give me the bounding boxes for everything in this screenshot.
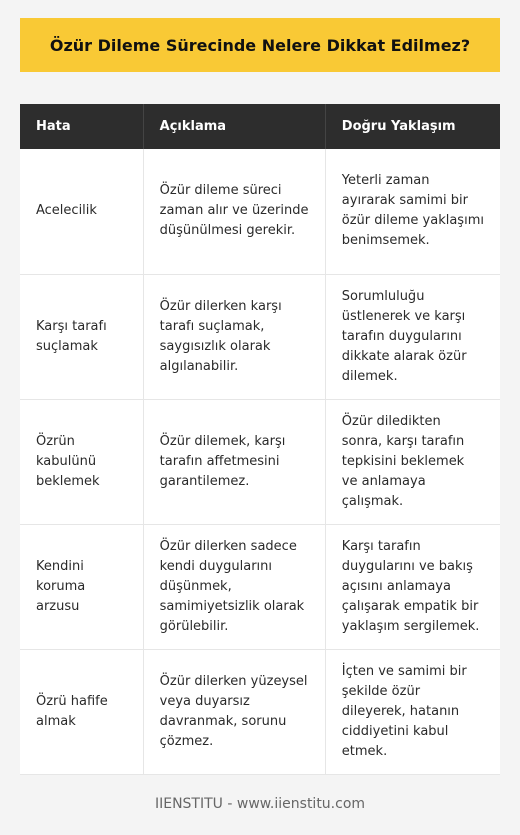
title-banner bbox=[20, 18, 500, 72]
header-hata: Hata bbox=[20, 104, 143, 149]
header-dogru-yaklasim: Doğru Yaklaşım bbox=[325, 104, 500, 149]
cell-dogru-yaklasim: Yeterli zaman ayırarak samimi bir özür dileme yaklaşımı benimsemek. bbox=[325, 149, 500, 274]
table-row bbox=[20, 274, 500, 399]
cell-aciklama: Özür dileme süreci zaman alır ve üzerinde düşünülmesi gerekir. bbox=[143, 149, 325, 274]
cell-dogru-yaklasim: Sorumluluğu üstlenerek ve karşı tarafın duygularını dikkate alarak özür dilemek. bbox=[325, 274, 500, 399]
mistakes-table bbox=[20, 104, 500, 775]
table-row bbox=[20, 524, 500, 649]
table-row bbox=[20, 149, 500, 274]
cell-hata: Acelecilik bbox=[20, 149, 143, 274]
header-aciklama: Açıklama bbox=[143, 104, 325, 149]
cell-hata: Özrü hafife almak bbox=[20, 649, 143, 774]
cell-dogru-yaklasim: İçten ve samimi bir şekilde özür dileyerek, hatanın ciddiyetini kabul etmek. bbox=[325, 649, 500, 774]
header-row bbox=[20, 104, 500, 149]
cell-aciklama: Özür dilerken yüzeysel veya duyarsız davranmak, sorunu çözmez. bbox=[143, 649, 325, 774]
table-row bbox=[20, 399, 500, 524]
table-row bbox=[20, 649, 500, 774]
cell-aciklama: Özür dilemek, karşı tarafın affetmesini garantilemez. bbox=[143, 399, 325, 524]
cell-dogru-yaklasim: Karşı tarafın duygularını ve bakış açısını anlamaya çalışarak empatik bir yaklaşım sergilemek. bbox=[325, 524, 500, 649]
cell-hata: Kendini koruma arzusu bbox=[20, 524, 143, 649]
cell-dogru-yaklasim: Özür diledikten sonra, karşı tarafın tepkisini beklemek ve anlamaya çalışmak. bbox=[325, 399, 500, 524]
page-title: Özür Dileme Sürecinde Nelere Dikkat Edilmez? bbox=[49, 35, 471, 55]
cell-hata: Karşı tarafı suçlamak bbox=[20, 274, 143, 399]
table-body bbox=[20, 149, 500, 774]
table-header bbox=[20, 104, 500, 149]
cell-aciklama: Özür dilerken sadece kendi duygularını düşünmek, samimiyetsizlik olarak görülebilir. bbox=[143, 524, 325, 649]
cell-aciklama: Özür dilerken karşı tarafı suçlamak, saygısızlık olarak algılanabilir. bbox=[143, 274, 325, 399]
footer-credit: IIENSTITU - www.iienstitu.com bbox=[154, 796, 366, 812]
cell-hata: Özrün kabulünü beklemek bbox=[20, 399, 143, 524]
